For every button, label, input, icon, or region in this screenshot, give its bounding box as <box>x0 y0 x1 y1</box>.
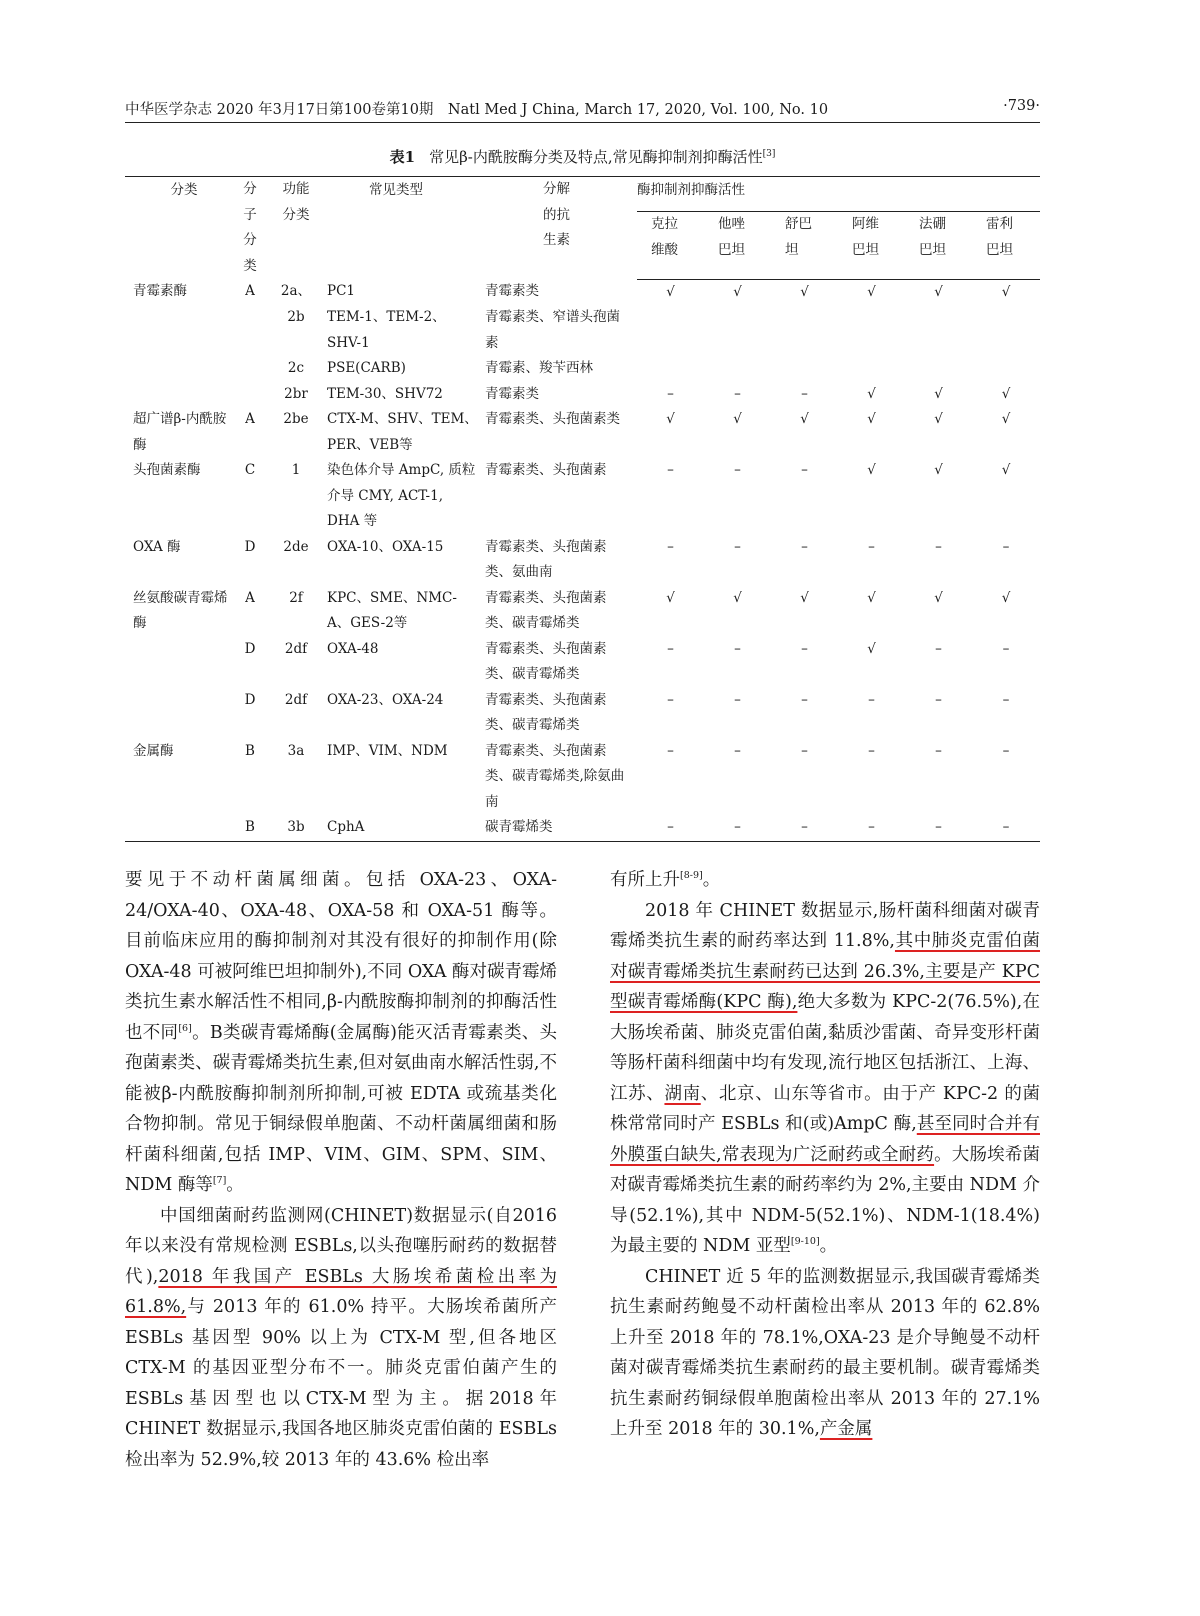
journal-citation: 中华医学杂志 2020 年3月17日第100卷第10期 Natl Med J China, March 17, 2020, Vol. 100, No. 10 <box>125 102 829 118</box>
cell-mol: B <box>235 815 265 841</box>
cell-mol: D <box>244 640 256 657</box>
cell-activity-mark: √ <box>867 589 876 606</box>
running-header <box>125 94 1040 124</box>
cell-anti: 青霉素类、头孢菌素类、碳青霉烯类 <box>485 691 607 733</box>
cell-activity-mark <box>972 356 1040 382</box>
cell-type: IMP、VIM、NDM <box>327 742 448 759</box>
cell-func: 2br <box>284 385 308 402</box>
cell-func: 2de <box>283 538 309 555</box>
header-inhibitor: 克拉维酸 <box>637 212 704 279</box>
header-type: 常见类型 <box>327 177 485 280</box>
highlight-metal: 产金属 <box>819 1419 873 1439</box>
cell-func: 2a、 <box>280 283 312 299</box>
left-column <box>125 865 557 1475</box>
cell-activity-mark: √ <box>733 283 742 300</box>
cell-activity-mark: √ <box>666 283 675 300</box>
cell-func: 2c <box>287 360 305 376</box>
cell-activity-mark: √ <box>867 385 876 402</box>
cell-class: OXA 酶 <box>133 538 181 555</box>
cell-activity-mark <box>704 305 771 356</box>
cell-activity-mark: √ <box>867 283 876 300</box>
cell-class: 金属酶 <box>133 742 174 759</box>
cell-activity-mark: √ <box>733 589 742 606</box>
cell-activity-mark: – <box>935 742 942 759</box>
cell-activity-mark: – <box>637 815 704 841</box>
cell-activity-mark: – <box>704 815 771 841</box>
table-ref: [3] <box>762 149 776 159</box>
cell-type: CTX-M、SHV、TEM、PER、VEB等 <box>327 411 478 453</box>
cell-class <box>125 356 235 382</box>
cell-type: CphA <box>327 815 485 841</box>
cell-mol <box>235 382 265 408</box>
cell-activity-mark <box>905 305 972 356</box>
cell-activity-mark: – <box>801 691 808 708</box>
cell-activity-mark <box>771 305 838 356</box>
cell-mol: B <box>245 742 255 759</box>
cell-activity-mark: √ <box>934 462 943 478</box>
cell-activity-mark: – <box>801 538 808 555</box>
cell-func: 2f <box>289 589 303 606</box>
cell-activity-mark: – <box>801 640 808 657</box>
cell-activity-mark: – <box>734 462 741 478</box>
cell-mol: A <box>245 283 255 299</box>
cell-mol <box>235 305 265 356</box>
cell-activity-mark: – <box>801 462 808 478</box>
table-row <box>125 815 1040 841</box>
cell-activity-mark: √ <box>800 411 809 427</box>
cell-anti: 青霉素类 <box>485 283 539 299</box>
cell-activity-mark: – <box>667 640 674 657</box>
highlight-kpc: 其中肺炎克雷伯菌对碳青霉烯类抗生素耐药已达到 26.3%,主要是产 KPC 型碳青霉烯酶(KPC 酶), <box>610 931 1041 1012</box>
cell-activity-mark: √ <box>733 411 742 427</box>
cell-func: 2df <box>284 691 308 708</box>
cell-activity-mark: – <box>734 640 741 657</box>
cell-activity-mark <box>972 305 1040 356</box>
cell-type: OXA-10、OXA-15 <box>327 538 444 555</box>
header-inhibitor-group: 酶抑制剂抑酶活性 <box>637 177 1040 212</box>
cell-activity-mark: – <box>801 742 808 759</box>
cell-mol: D <box>244 691 256 708</box>
cell-activity-mark <box>838 305 905 356</box>
table-label: 表1 <box>389 148 416 166</box>
cell-activity-mark: √ <box>666 589 675 606</box>
cell-activity-mark: – <box>734 691 741 708</box>
cell-anti: 青霉素类、头孢菌素类、碳青霉烯类 <box>485 589 607 631</box>
cell-mol: D <box>244 538 256 555</box>
cell-activity-mark: – <box>667 462 674 478</box>
cell-activity-mark: – <box>734 385 741 402</box>
left-paragraph-1: 要见于不动杆菌属细菌。包括 OXA-23、OXA-24/OXA-40、OXA-48、OXA-58 和 OXA-51 酶等。目前临床应用的酶抑制剂对其没有很好的抑制作用(除 OXA-48 可被阿维巴坦抑制外),不同 OXA 酶对碳青霉烯类抗生素水解活性不相同,β-内酰胺酶抑制剂的抑酶活性也不同[6]。B类碳青霉烯酶(金属酶)能灭活青霉素类、头孢菌素类、碳青霉烯类抗生素,但对氨曲南水解活性弱,不能被β-内酰胺酶抑制剂所抑制,可被 EDTA 或巯基类化合物抑制。常见于铜绿假单胞菌、不动杆菌属细菌和肠杆菌科细菌,包括 IMP、VIM、GIM、SPM、SIM、NDM 酶等[7]。 <box>125 870 557 1195</box>
cell-activity-mark <box>771 356 838 382</box>
cell-anti: 碳青霉烯类 <box>485 815 637 841</box>
right-paragraph-0: 有所上升[8-9]。 <box>610 870 721 890</box>
cell-type: OXA-23、OXA-24 <box>327 691 444 708</box>
cell-activity-mark: – <box>734 742 741 759</box>
header-class: 分类 <box>125 177 235 280</box>
highlight-esbl-rate: 2018 年我国产 ESBLs 大肠埃希菌检出率为 61.8%, <box>125 1266 558 1317</box>
cell-activity-mark: – <box>1002 538 1010 555</box>
table-row <box>125 382 1040 408</box>
right-paragraph-2: CHINET 近 5 年的监测数据显示,我国碳青霉烯类抗生素耐药鲍曼不动杆菌检出率从 2013 年的 62.8% 上升至 2018 年的 78.1%,OXA-23 是介导鲍曼不动杆菌对碳青霉烯类抗生素耐药的最主要机制。碳青霉烯类抗生素耐药铜绿假单胞菌检出率从 2013 年的 27.1% 上升至 2018 年的 30.1%,产金属 <box>610 1266 1040 1439</box>
cell-type: TEM-30、SHV72 <box>327 385 443 402</box>
cell-mol: C <box>244 462 256 478</box>
cell-type: TEM-1、TEM-2、SHV-1 <box>327 309 446 351</box>
cell-activity-mark: √ <box>800 589 809 606</box>
cell-class: 超广谱β-内酰胺酶 <box>133 411 227 453</box>
cell-anti: 青霉素类、头孢菌素类 <box>485 411 620 427</box>
cell-class: 青霉素酶 <box>133 283 187 299</box>
cell-type: OXA-48 <box>327 640 379 657</box>
cell-type: PSE(CARB) <box>327 360 406 376</box>
cell-activity-mark: – <box>868 538 875 555</box>
header-inhibitor: 雷利巴坦 <box>972 212 1040 279</box>
cell-activity-mark: √ <box>867 462 876 478</box>
highlight-hunan: 湖南 <box>664 1083 701 1104</box>
header-inhibitor: 舒巴坦 <box>771 212 838 279</box>
cell-activity-mark: – <box>771 815 838 841</box>
cell-class <box>125 815 235 841</box>
cell-anti: 青霉素类 <box>485 385 539 402</box>
cell-activity-mark: √ <box>1001 589 1011 606</box>
header-inhibitor: 法硼巴坦 <box>905 212 972 279</box>
cell-class <box>125 637 235 688</box>
cell-func: 2df <box>284 640 308 657</box>
cell-activity-mark: √ <box>934 411 943 427</box>
header-inhibitor: 他唑巴坦 <box>704 212 771 279</box>
cell-activity-mark: – <box>667 742 674 759</box>
cell-anti: 青霉素类、头孢菌素类、氨曲南 <box>485 538 607 580</box>
table-caption <box>125 146 1040 167</box>
cell-type: KPC、SME、NMC-A、GES-2等 <box>327 589 457 631</box>
cell-activity-mark: – <box>838 815 905 841</box>
enzyme-table <box>125 176 1040 842</box>
cell-activity-mark: √ <box>934 283 943 300</box>
table-row <box>125 688 1040 739</box>
cell-activity-mark: – <box>1002 742 1010 759</box>
highlight-resistance: 甚至同时合并有外膜蛋白缺失,常表现为广泛耐药或全耐药 <box>610 1114 1040 1165</box>
right-paragraph-1: 2018 年 CHINET 数据显示,肠杆菌科细菌对碳青霉烯类抗生素的耐药率达到 11.8%,其中肺炎克雷伯菌对碳青霉烯类抗生素耐药已达到 26.3%,主要是产 KPC 型碳青霉烯酶(KPC 酶),绝大多数为 KPC-2(76.5%),在大肠埃希菌、肺炎克雷伯菌,黏质沙雷菌、奇异变形杆菌等肠杆菌科细菌中均有发现,流行地区包括浙江、上海、江苏、湖南、北京、山东等省市。由于产 KPC-2 的菌株常常同时产 ESBLs 和(或)AmpC 酶,甚至同时合并有外膜蛋白缺失,常表现为广泛耐药或全耐药。大肠埃希菌对碳青霉烯类抗生素的耐药率约为 2%,主要由 NDM 介导(52.1%),其中 NDM-5(52.1%)、NDM-1(18.4%)为最主要的 NDM 亚型[9-10]。 <box>610 900 1041 1256</box>
cell-activity-mark: – <box>1002 691 1010 708</box>
cell-class <box>125 688 235 739</box>
cell-activity-mark: – <box>667 538 674 555</box>
cell-mol <box>235 356 265 382</box>
cell-type: 染色体介导 AmpC, 质粒介导 CMY, ACT-1, DHA 等 <box>327 462 476 529</box>
cell-anti: 青霉素类、头孢菌素类、碳青霉烯类 <box>485 640 607 682</box>
table-row <box>125 305 1040 356</box>
cell-activity-mark: √ <box>934 589 943 606</box>
cell-activity-mark <box>637 305 704 356</box>
cell-activity-mark: √ <box>1001 462 1011 478</box>
cell-activity-mark: – <box>667 691 674 708</box>
cell-activity-mark: √ <box>666 411 675 427</box>
table-title: 常见β-内酰胺酶分类及特点,常见酶抑制剂抑酶活性 <box>429 148 763 166</box>
cell-activity-mark: √ <box>867 411 876 427</box>
cell-activity-mark: – <box>1002 640 1010 657</box>
cell-activity-mark: – <box>734 538 741 555</box>
cell-activity-mark: – <box>868 691 875 708</box>
cell-func: 3a <box>287 742 305 759</box>
right-column <box>610 865 1040 1445</box>
cell-activity-mark: – <box>801 385 808 402</box>
cell-activity-mark: √ <box>867 640 876 657</box>
cell-class <box>125 305 235 356</box>
table-row <box>125 535 1040 586</box>
left-paragraph-2: 中国细菌耐药监测网(CHINET)数据显示(自2016年以来没有常规检测 ESBLs,以头孢噻肟耐药的数据替代),2018 年我国产 ESBLs 大肠埃希菌检出率为 61.8%,与 2013 年的 61.0% 持平。大肠埃希菌所产 ESBLs 基因型 90% 以上为 CTX-M 型,但各地区 CTX-M 的基因亚型分布不一。肺炎克雷伯菌产生的ESBLs基因型也以CTX-M型为主。据2018年 CHINET 数据显示,我国各地区肺炎克雷伯菌的 ESBLs 检出率为 52.9%,较 2013 年的 43.6% 检出率 <box>125 1205 558 1470</box>
header-anti: 分解的抗生素 <box>485 177 637 280</box>
cell-activity-mark: – <box>868 742 875 759</box>
cell-class <box>125 382 235 408</box>
cell-anti: 青霉素类、头孢菌素类、碳青霉烯类,除氨曲南 <box>485 742 625 810</box>
cell-activity-mark: √ <box>1001 411 1011 427</box>
table-row <box>125 586 1040 637</box>
cell-activity-mark <box>704 356 771 382</box>
cell-mol: A <box>245 411 255 427</box>
cell-func: 2b <box>287 309 305 325</box>
page-number: ·739· <box>1003 98 1040 114</box>
cell-activity-mark: – <box>972 815 1040 841</box>
header-inhibitor: 阿维巴坦 <box>838 212 905 279</box>
cell-func: 2be <box>283 411 309 427</box>
cell-activity-mark: √ <box>800 283 809 300</box>
header-mol: 分子分类 <box>235 177 265 280</box>
cell-func: 3b <box>265 815 327 841</box>
header-rule <box>125 122 1040 123</box>
cell-activity-mark: – <box>935 538 942 555</box>
cell-activity-mark: √ <box>934 385 943 402</box>
cell-activity-mark: – <box>935 691 942 708</box>
cell-mol: A <box>245 589 255 606</box>
cell-activity-mark: √ <box>1001 385 1011 402</box>
header-func: 功能分类 <box>265 177 327 280</box>
cell-activity-mark: – <box>905 815 972 841</box>
table-row <box>125 739 1040 816</box>
cell-activity-mark <box>838 356 905 382</box>
cell-activity-mark <box>905 356 972 382</box>
cell-activity-mark: – <box>935 640 942 657</box>
cell-anti: 青霉素类、窄谱头孢菌素 <box>485 309 620 351</box>
cell-activity-mark: – <box>667 385 674 402</box>
cell-anti: 青霉素类、头孢菌素 <box>485 462 607 478</box>
cell-activity-mark: √ <box>1001 283 1011 300</box>
table-row <box>125 356 1040 382</box>
cell-activity-mark <box>637 356 704 382</box>
cell-class: 头孢菌素酶 <box>133 462 201 478</box>
cell-class: 丝氨酸碳青霉烯酶 <box>133 589 228 631</box>
cell-anti: 青霉素、羧苄西林 <box>485 360 593 376</box>
cell-func: 1 <box>291 462 301 478</box>
table-row <box>125 458 1040 535</box>
table-row <box>125 637 1040 688</box>
cell-type: PC1 <box>327 283 356 299</box>
table-row <box>125 279 1040 305</box>
table-row <box>125 407 1040 458</box>
